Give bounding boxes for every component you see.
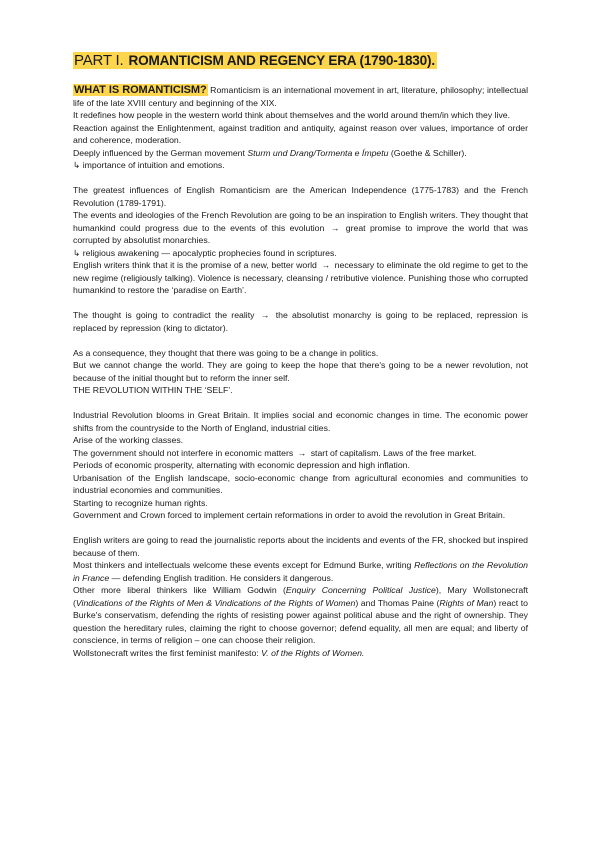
paragraph: THE REVOLUTION WITHIN THE ‘SELF’.	[73, 385, 233, 395]
arrow-icon: →	[260, 310, 270, 320]
paragraph: WHAT IS ROMANTICISM? Romanticism is an international movement in art, literature, philosophy; intellectual life of the late XVIII century and beginning of the XIX.	[73, 84, 528, 108]
paragraph: Starting to recognize human rights.	[73, 497, 208, 508]
page-title	[73, 52, 528, 70]
dash-icon: —	[111, 572, 121, 583]
paragraph: Wollstonecraft writes the first feminist manifesto: V. of the Rights of Women.	[73, 647, 365, 658]
paragraph: ↳ importance of intuition and emotions.	[73, 160, 225, 170]
paragraph: ↳ religious awakening — apocalyptic prophecies found in scriptures.	[73, 247, 337, 258]
paragraph: Deeply influenced by the German movement Sturm und Drang/Tormenta e Ímpetu (Goethe & Schiller).	[73, 147, 467, 158]
paragraph: Most thinkers and intellectuals welcome these events except for Edmund Burke, writing Reflections on the Revolution in France — defending English tradition. He considers it dangerous.	[73, 560, 528, 583]
paragraph: Industrial Revolution blooms in Great Britain. It implies social and economic changes in time. The economic power shifts from the countryside to the North of England, industrial cities.	[73, 410, 528, 433]
paragraph: The government should not interfere in economic matters → start of capitalism. Laws of the free market.	[73, 447, 477, 458]
dash-icon: —	[161, 247, 171, 258]
paragraph: It redefines how people in the western world think about themselves and the world around them/in which they live.	[73, 110, 511, 120]
title-part: PART I.	[74, 52, 124, 69]
arrow-icon: →	[321, 260, 331, 270]
paragraph: English writers think that it is the promise of a new, better world → necessary to eliminate the old regime to get to the new regime (religiously talking). Violence is necessary, cleansing / retributive violence. Punishing those who corrupted humankind to restore the ‘paradise on Earth’.	[73, 260, 528, 295]
arrow-icon: →	[330, 222, 340, 233]
arrow-icon: →	[297, 447, 307, 458]
paragraph: The events and ideologies of the French Revolution are going to be an inspiration to English writers. They thought that humankind could progress due to the events of this evolution → great promise to improve the world that was corrupted by absolutist monarchies.	[73, 210, 528, 245]
document-page	[73, 52, 528, 659]
paragraph: As a consequence, they thought that there was going to be a change in politics.	[73, 347, 379, 358]
paragraph: The thought is going to contradict the reality → the absolutist monarchy is going to be replaced, repression is replaced by repression (king to dictator).	[73, 310, 528, 333]
paragraph: The greatest influences of English Romanticism are the American Independence (1775-1783) and the French Revolution (1789-1791).	[73, 185, 528, 208]
paragraph: English writers are going to read the journalistic reports about the incidents and events of the FR, shocked but inspired because of them.	[73, 535, 528, 558]
paragraph: Urbanisation of the English landscape, socio-economic change from agricultural economies and communities to industrial economies and communities.	[73, 472, 528, 495]
paragraph: Arise of the working classes.	[73, 435, 184, 445]
paragraph: But we cannot change the world. They are going to keep the hope that there's going to be a newer revolution, not because of the initial thought but to reform the inner self.	[73, 360, 528, 383]
paragraph: Periods of economic prosperity, alternating with economic depression and high inflation.	[73, 460, 410, 470]
title-text: ROMANTICISM AND REGENCY ERA (1790-1830).	[128, 53, 435, 68]
section-heading: WHAT IS ROMANTICISM?	[74, 84, 207, 96]
paragraph: Other more liberal thinkers like William Godwin (Enquiry Concerning Political Justice), Mary Wollstonecraft (Vindications of the Rights of Men & Vindications of the Rights of Women) and Thomas Paine (Rights of Man) react to Burke's conservatism, defending the rights of resisting power against political abuse and the right of ownership. They question the hereditary rules, claiming the right to choose governor; defend equality, all men are equal; and liberty of conscience, in terms of religion – one can choose their religion.	[73, 585, 528, 645]
paragraph: Government and Crown forced to implement certain reformations in order to avoid the revolution in Great Britain.	[73, 510, 506, 520]
paragraph: Reaction against the Enlightenment, against tradition and antiquity, against reason over values, importance of order and coherence, moderation.	[73, 122, 528, 145]
